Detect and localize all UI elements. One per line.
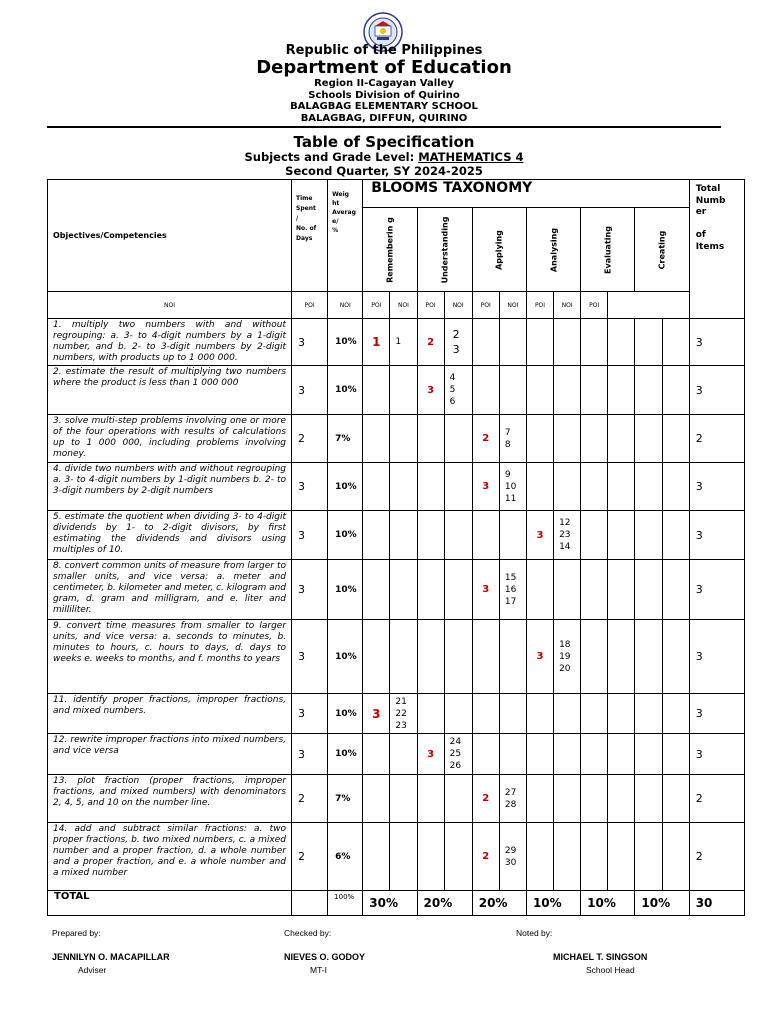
level-label-understanding: Understanding	[440, 216, 450, 283]
noi-value	[526, 694, 553, 734]
noi-value	[581, 511, 608, 560]
objective-text: 3. solve multi-step problems involving one or more of the four operations with results of calculations up to 1 000 000, including problems involving money.	[48, 415, 292, 463]
weight-value: 10%	[328, 694, 363, 734]
noi-value	[417, 511, 444, 560]
noi-value	[363, 511, 390, 560]
noi-value	[417, 560, 444, 620]
poi-value	[554, 463, 581, 511]
poi-value	[444, 775, 472, 823]
level-total-understanding: 20%	[417, 891, 472, 916]
poi-value	[499, 319, 526, 366]
weight-value: 10%	[328, 734, 363, 775]
weight-value: 10%	[328, 620, 363, 694]
noi-value	[417, 463, 444, 511]
days-value: 3	[292, 463, 328, 511]
poi-value	[608, 775, 635, 823]
objective-text: 1. multiply two numbers with and without regrouping: a. 3- to 4-digit numbers by a 1-digit number, and b. 2- to 3-digit numbers by 2-digit numbers, with products up to 1 000 000.	[48, 319, 292, 366]
noi-value	[526, 415, 553, 463]
days-value: 3	[292, 511, 328, 560]
noi-value	[472, 319, 499, 366]
noi-value: 3	[417, 366, 444, 415]
row-total-value: 2	[689, 415, 744, 463]
objective-text: 8. convert common units of measure from larger to smaller units, and vice versa: a. meter and centimeter, b. kilometer and meter, c. kilogram and gram, d. gram and milligram, and e. liter and milliliter.	[48, 560, 292, 620]
noi-value	[417, 775, 444, 823]
poi-value	[662, 415, 689, 463]
noi-value: 2	[472, 823, 499, 891]
noi-value	[581, 560, 608, 620]
table-row	[48, 511, 745, 560]
poi-value	[662, 560, 689, 620]
poi-value	[444, 620, 472, 694]
poi-value: 24 25 26	[444, 734, 472, 775]
table-row	[48, 366, 745, 415]
poi-value	[390, 415, 417, 463]
days-value: 3	[292, 620, 328, 694]
table-row	[48, 319, 745, 366]
time-spent-header: Time Spent / No. of Days	[292, 180, 328, 292]
noi-value	[363, 734, 390, 775]
objective-text: 12. rewrite improper fractions into mixed numbers, and vice versa	[48, 734, 292, 775]
noi-value	[472, 734, 499, 775]
department-title: Department of Education	[256, 57, 512, 78]
noi-value	[526, 734, 553, 775]
noi-value	[635, 511, 662, 560]
poi-value	[608, 823, 635, 891]
poi-value	[444, 511, 472, 560]
poi-value	[608, 319, 635, 366]
address-line: BALAGBAG, DIFFUN, QUIRINO	[300, 112, 468, 124]
row-total-value: 3	[689, 734, 744, 775]
noi-value: 3	[472, 560, 499, 620]
noi-header: NOI	[48, 292, 292, 319]
objective-text: 14. add and subtract similar fractions: a. two proper fractions, b. two mixed numbers, c. a mixed number and a proper fraction, d. a whole number and a proper fraction, and e. a whole number and a mixed number	[48, 823, 292, 891]
noi-value	[417, 694, 444, 734]
specification-table	[47, 179, 745, 916]
noi-value: 3	[526, 511, 553, 560]
poi-value: 1	[390, 319, 417, 366]
noi-value: 1	[363, 319, 390, 366]
noi-value: 2	[472, 775, 499, 823]
level-label-remembering: Rememberin g	[385, 216, 395, 283]
noi-value	[363, 620, 390, 694]
total-weight-value: 100%	[328, 891, 363, 916]
noi-value: 3	[526, 620, 553, 694]
days-value: 3	[292, 366, 328, 415]
days-value: 3	[292, 734, 328, 775]
noi-value	[363, 463, 390, 511]
noted-by-label: Noted by:	[516, 928, 553, 938]
noi-value	[526, 775, 553, 823]
noi-value	[635, 366, 662, 415]
poi-value	[390, 734, 417, 775]
noi-value	[472, 694, 499, 734]
level-total-evaluating: 10%	[581, 891, 635, 916]
republic-line: Republic of the Philippines	[285, 43, 483, 58]
poi-header: POI	[292, 292, 328, 319]
checked-role: MT-I	[310, 965, 327, 975]
noi-value: 2	[472, 415, 499, 463]
poi-header: POI	[417, 292, 444, 319]
level-total-applying: 20%	[472, 891, 526, 916]
poi-value	[662, 511, 689, 560]
noted-role: School Head	[586, 965, 635, 975]
poi-value	[444, 463, 472, 511]
poi-value: 12 23 14	[554, 511, 581, 560]
poi-value	[554, 415, 581, 463]
level-header-analysing	[526, 208, 580, 292]
noi-value	[635, 775, 662, 823]
poi-value	[554, 319, 581, 366]
poi-value	[554, 823, 581, 891]
poi-header: POI	[472, 292, 499, 319]
poi-value: 2 3	[444, 319, 472, 366]
poi-value	[608, 366, 635, 415]
poi-header: POI	[526, 292, 553, 319]
noi-value	[635, 463, 662, 511]
school-info	[0, 78, 768, 124]
table-row	[48, 734, 745, 775]
prepared-name: JENNILYN O. MACAPILLAR	[52, 952, 170, 962]
poi-value	[662, 366, 689, 415]
noi-value	[363, 415, 390, 463]
noi-value	[472, 620, 499, 694]
days-value: 2	[292, 823, 328, 891]
row-total-value: 2	[689, 775, 744, 823]
total-items-header: Total Numb er of Items	[689, 180, 744, 319]
noi-header: NOI	[499, 292, 526, 319]
weight-value: 10%	[328, 560, 363, 620]
division-line: Schools Division of Quirino	[308, 89, 460, 101]
table-row	[48, 823, 745, 891]
noi-value	[635, 694, 662, 734]
noi-value	[363, 823, 390, 891]
table-row	[48, 415, 745, 463]
weight-value: 10%	[328, 366, 363, 415]
weight-value: 10%	[328, 319, 363, 366]
poi-value	[662, 463, 689, 511]
level-label-creating: Creating	[657, 230, 667, 269]
noi-value	[363, 775, 390, 823]
noi-value	[472, 511, 499, 560]
level-header-remembering	[363, 208, 417, 292]
poi-value	[499, 366, 526, 415]
days-value: 3	[292, 694, 328, 734]
poi-value	[662, 694, 689, 734]
noted-name: MICHAEL T. SINGSON	[553, 952, 648, 962]
poi-value	[608, 620, 635, 694]
level-header-evaluating	[581, 208, 635, 292]
objective-text: 5. estimate the quotient when dividing 3- to 4-digit dividends by 1- to 2-digit divisors, by first estimating the dividends and divisors using multiples of 10.	[48, 511, 292, 560]
objectives-header: Objectives/Competencies	[48, 180, 292, 292]
noi-value: 3	[472, 463, 499, 511]
noi-value	[635, 415, 662, 463]
noi-value	[526, 319, 553, 366]
noi-value	[581, 319, 608, 366]
objective-text: 9. convert time measures from smaller to larger units, and vice versa: a. seconds to minutes, b. minutes to hours, c. hours to days, d. days to weeks e. weeks to months, and f. months to years	[48, 620, 292, 694]
poi-value: 27 28	[499, 775, 526, 823]
noi-value	[417, 823, 444, 891]
total-row	[48, 891, 745, 916]
level-header-applying	[472, 208, 526, 292]
level-total-analysing: 10%	[526, 891, 580, 916]
total-days-empty	[292, 891, 328, 916]
noi-value	[635, 319, 662, 366]
poi-value	[608, 694, 635, 734]
poi-value	[662, 620, 689, 694]
poi-value	[390, 511, 417, 560]
weight-value: 10%	[328, 463, 363, 511]
poi-value	[390, 463, 417, 511]
poi-value	[390, 823, 417, 891]
table-row	[48, 775, 745, 823]
days-value: 2	[292, 775, 328, 823]
poi-value: 4 5 6	[444, 366, 472, 415]
objective-text: 13. plot fraction (proper fractions, improper fractions, and mixed numbers) with denominators 2, 4, 5, and 10 on the number line.	[48, 775, 292, 823]
poi-value	[444, 560, 472, 620]
row-total-value: 2	[689, 823, 744, 891]
days-value: 3	[292, 319, 328, 366]
poi-value	[662, 775, 689, 823]
weight-value: 7%	[328, 775, 363, 823]
poi-value	[608, 734, 635, 775]
noi-value	[581, 463, 608, 511]
row-total-value: 3	[689, 620, 744, 694]
noi-value	[635, 734, 662, 775]
poi-value	[608, 415, 635, 463]
noi-value	[581, 415, 608, 463]
noi-value	[363, 366, 390, 415]
poi-value: 9 10 11	[499, 463, 526, 511]
poi-value	[499, 694, 526, 734]
poi-header: POI	[581, 292, 608, 319]
table-row	[48, 463, 745, 511]
level-header-creating	[635, 208, 689, 292]
poi-value	[554, 775, 581, 823]
poi-value	[608, 560, 635, 620]
poi-value	[662, 734, 689, 775]
weight-value: 6%	[328, 823, 363, 891]
subject-value: MATHEMATICS 4	[418, 150, 524, 164]
noi-value	[635, 560, 662, 620]
level-total-remembering: 30%	[363, 891, 417, 916]
poi-value	[662, 823, 689, 891]
noi-header: NOI	[390, 292, 417, 319]
row-total-value: 3	[689, 511, 744, 560]
noi-value	[417, 620, 444, 694]
prepared-by-label: Prepared by:	[52, 928, 101, 938]
noi-value	[635, 823, 662, 891]
noi-value	[581, 366, 608, 415]
subject-prefix: Subjects and Grade Level:	[244, 150, 419, 164]
poi-value	[390, 775, 417, 823]
noi-header: NOI	[444, 292, 472, 319]
header-divider	[47, 126, 721, 128]
noi-value	[581, 775, 608, 823]
noi-value	[581, 734, 608, 775]
subject-line	[0, 150, 768, 164]
poi-value	[608, 463, 635, 511]
poi-value	[444, 415, 472, 463]
noi-value	[526, 366, 553, 415]
checked-name: NIEVES O. GODOY	[284, 952, 366, 962]
poi-value	[390, 620, 417, 694]
level-total-creating: 10%	[635, 891, 689, 916]
poi-value	[444, 823, 472, 891]
table-row	[48, 620, 745, 694]
poi-value	[390, 366, 417, 415]
total-label: TOTAL	[48, 891, 292, 916]
table-row	[48, 694, 745, 734]
level-label-applying: Applying	[494, 229, 504, 270]
objective-text: 11. identify proper fractions, improper fractions, and mixed numbers.	[48, 694, 292, 734]
poi-value	[662, 319, 689, 366]
objective-text: 4. divide two numbers with and without regrouping a. 3- to 4-digit numbers by 1-digit numbers b. 2- to 3-digit numbers by 2-digit numbers	[48, 463, 292, 511]
poi-value: 7 8	[499, 415, 526, 463]
days-value: 2	[292, 415, 328, 463]
noi-value	[526, 823, 553, 891]
poi-value	[554, 734, 581, 775]
noi-header: NOI	[328, 292, 363, 319]
noi-value	[526, 463, 553, 511]
noi-value	[363, 560, 390, 620]
noi-header: NOI	[554, 292, 581, 319]
grand-total-value: 30	[689, 891, 744, 916]
level-label-analysing: Analysing	[549, 227, 559, 272]
poi-value: 21 22 23	[390, 694, 417, 734]
row-total-value: 3	[689, 463, 744, 511]
row-total-value: 3	[689, 319, 744, 366]
poi-value: 15 16 17	[499, 560, 526, 620]
poi-header: POI	[363, 292, 390, 319]
poi-value	[390, 560, 417, 620]
noi-value	[635, 620, 662, 694]
noi-value	[581, 694, 608, 734]
noi-value	[581, 823, 608, 891]
noi-value	[581, 620, 608, 694]
level-header-understanding	[417, 208, 472, 292]
weight-header: Weig ht Averag e/ %	[328, 180, 363, 292]
poi-value	[554, 366, 581, 415]
weight-value: 10%	[328, 511, 363, 560]
row-total-value: 3	[689, 694, 744, 734]
poi-value	[499, 511, 526, 560]
noi-value: 3	[363, 694, 390, 734]
checked-by-label: Checked by:	[284, 928, 332, 938]
poi-value	[499, 734, 526, 775]
noi-value: 2	[417, 319, 444, 366]
region-line: Region II-Cagayan Valley	[314, 78, 454, 89]
poi-value	[554, 694, 581, 734]
quarter-line: Second Quarter, SY 2024-2025	[285, 164, 483, 178]
document-title: Table of Specification	[293, 133, 475, 151]
noi-value	[417, 415, 444, 463]
prepared-role: Adviser	[78, 965, 107, 975]
poi-value	[499, 620, 526, 694]
poi-value: 18 19 20	[554, 620, 581, 694]
noi-value	[526, 560, 553, 620]
objective-text: 2. estimate the result of multiplying two numbers where the product is less than 1 000 000	[48, 366, 292, 415]
noi-value	[472, 366, 499, 415]
level-label-evaluating: Evaluating	[603, 225, 613, 274]
table-row	[48, 560, 745, 620]
weight-value: 7%	[328, 415, 363, 463]
poi-value: 29 30	[499, 823, 526, 891]
blooms-taxonomy-header: BLOOMS TAXONOMY	[363, 180, 689, 208]
poi-value	[444, 694, 472, 734]
school-line: BALAGBAG ELEMENTARY SCHOOL	[290, 101, 478, 112]
poi-value	[608, 511, 635, 560]
row-total-value: 3	[689, 560, 744, 620]
poi-value	[554, 560, 581, 620]
row-total-value: 3	[689, 366, 744, 415]
days-value: 3	[292, 560, 328, 620]
noi-value: 3	[417, 734, 444, 775]
